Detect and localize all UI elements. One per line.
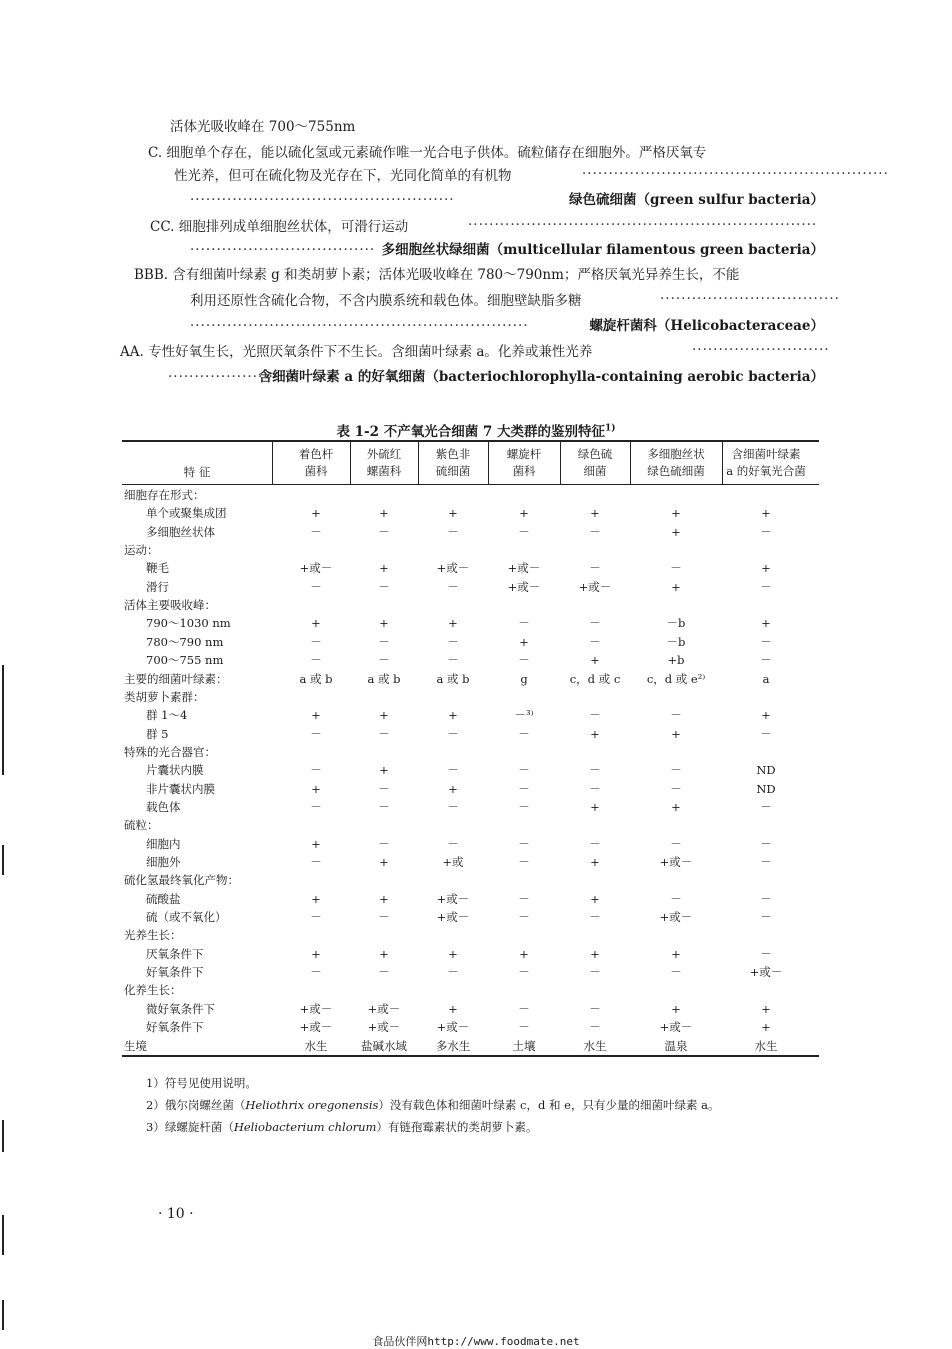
table-cell: － [310,726,322,741]
footnote: 1）符号见使用说明。 [146,1076,257,1090]
table-cell: + [671,1001,681,1016]
table-cell: － [518,1001,530,1016]
table-cell: － [447,965,459,980]
table-row-label: 化养生长： [124,983,182,998]
table-cell: － [760,910,772,925]
table-cell: +或－ [507,561,541,576]
table-cell: － [518,965,530,980]
key-line: 利用还原性含硫化合物，不含内膜系统和载色体。细胞壁缺脂多糖 [190,293,582,309]
table-row-label: 硫（或不氧化） [146,910,227,925]
table-cell: － [518,616,530,631]
table-cell: + [448,946,458,961]
table-row-label: 硫化氢最终氧化产物： [124,873,239,888]
table-cell: c，d 或 e²⁾ [646,671,706,686]
table-row-label: 生境 [124,1038,147,1053]
table-cell: 盐碱水域 [361,1038,407,1053]
table-cell: 土壤 [512,1038,536,1053]
table-cell: + [590,855,600,869]
table-row-label: 好氧条件下 [146,965,204,980]
table-cell: － [670,763,682,778]
table-cell: － [760,836,772,851]
table-cell: － [310,579,322,594]
table-row-label: 群 1～4 [146,708,188,723]
column-header-line: 绿色硫细菌 [647,464,705,478]
table-column-divider [630,441,631,484]
table-cell: － [518,855,530,869]
table-cell: +或－ [659,910,693,925]
table-cell: + [671,799,681,814]
table-row-label: 非片囊状内膜 [146,781,215,796]
table-cell: － [589,965,601,980]
table-cell: + [671,579,681,594]
table-cell: － [589,708,601,723]
table-column-divider [418,441,419,484]
table-cell: + [379,506,389,521]
table-row-label: 群 5 [146,726,169,741]
table-cell: － [378,653,390,668]
table-cell: 温泉 [664,1038,688,1053]
column-header-line: 细菌 [583,464,607,478]
table-cell: +或－ [749,965,783,980]
table-row-label: 滑行 [146,579,169,594]
page-number: · 10 · [158,1206,194,1222]
column-header-line: 多细胞丝状 [647,447,705,461]
table-cell: + [590,946,600,961]
table-cell: + [590,726,600,741]
table-cell: － [378,910,390,925]
table-cell: －b [666,616,686,631]
leader-dots: ·························································· [582,166,889,182]
table-cell: － [378,634,390,649]
table-cell: － [760,726,772,741]
table-cell: +或－ [578,579,612,594]
table-row-label: 类胡萝卜素群： [124,689,205,704]
table-cell: c，d 或 c [569,671,621,686]
table-cell: － [447,579,459,594]
table-cell: － [378,836,390,851]
column-header-line: a 的好氧光合菌 [726,464,806,478]
table-cell: － [447,524,459,539]
table-cell: + [671,946,681,961]
table-cell: － [378,579,390,594]
table-cell: + [311,836,321,851]
table-cell: － [760,799,772,814]
table-row-label: 运动： [124,543,159,558]
key-line: AA. 专性好氧生长，光照厌氧条件下不生长。含细菌叶绿素 a。化养或兼性光养 [120,344,593,360]
table-cell: － [378,781,390,796]
table-cell: + [311,708,321,723]
table-cell: － [310,965,322,980]
leader-dots: ·································································· [468,217,818,233]
key-line: 性光养，但可在硫化物及光存在下，光同化简单的有机物 [174,168,512,184]
table-row-label: 鞭毛 [146,561,169,576]
table-row-label: 好氧条件下 [146,1020,204,1035]
table-cell: + [311,616,321,631]
table-cell: +或－ [367,1001,401,1016]
table-row-label: 活体主要吸收峰： [124,598,216,613]
table-cell: － [518,1020,530,1035]
table-cell: + [379,763,389,778]
scan-edge-mark [2,845,4,875]
table-cell: + [671,506,681,521]
table-cell: +b [667,653,685,668]
table-cell: +或－ [436,910,470,925]
table-cell: 水生 [583,1038,607,1053]
table-cell: +或－ [299,1001,333,1016]
table-cell: － [310,799,322,814]
table-cell: － [589,781,601,796]
leader-dots: ························ [168,369,295,385]
table-row-label: 细胞存在形式： [124,488,205,502]
table-cell: － [589,524,601,539]
table-cell: + [311,781,321,796]
key-line: 活体光吸收峰在 700～755nm [170,119,356,135]
table-cell: + [448,708,458,723]
table-cell: +或－ [436,561,470,576]
table-row-label: 微好氧条件下 [146,1001,215,1016]
table-cell: － [310,653,322,668]
key-line: BBB. 含有细菌叶绿素 g 和类胡萝卜素；活体光吸收峰在 780～790nm；严格厌氧光异养生长，不能 [134,267,740,283]
table-row-label: 特殊的光合器官： [124,744,216,759]
table-cell: － [589,1001,601,1016]
table-row-label: 硫酸盐 [146,891,181,906]
table-cell: +或－ [299,1020,333,1035]
table-cell: － [670,836,682,851]
table-row-label: 主要的细菌叶绿素： [124,671,228,686]
table-row-label: 单个或聚集成团 [146,506,227,521]
table-cell: － [589,836,601,851]
table-cell: ND [756,763,776,778]
scan-edge-mark [2,665,4,775]
key-taxon: 含细菌叶绿素 a 的好氧细菌（bacteriochlorophylla-containing aerobic bacteria） [258,369,824,385]
table-cell: －³⁾ [514,708,534,723]
scan-edge-mark [2,1215,4,1255]
column-header-line: 外硫红 [366,447,402,461]
table-cell: + [519,946,529,961]
table-cell: + [761,1001,771,1016]
table-cell: + [761,616,771,631]
table-cell: + [379,708,389,723]
table-cell: +或－ [436,891,470,906]
table-cell: － [378,799,390,814]
table-cell: a 或 b [436,671,470,686]
table-cell: + [311,506,321,521]
table-cell: + [761,1020,771,1035]
table-cell: + [379,855,389,869]
table-row-label: 780～790 nm [146,634,224,649]
table-cell: + [671,726,681,741]
table-cell: － [518,781,530,796]
table-cell: － [310,634,322,649]
table-cell: － [378,965,390,980]
leader-dots: ··································· [190,242,376,258]
table-cell: － [760,579,772,594]
table-cell: + [590,653,600,668]
table-cell: － [310,763,322,778]
table-cell: － [589,910,601,925]
table-cell: － [670,561,682,576]
table-row-label: 硫粒： [124,818,159,833]
table-cell: g [520,671,528,686]
table-cell: + [311,891,321,906]
table-cell: + [448,506,458,521]
table-cell: － [447,634,459,649]
table-cell: －b [666,634,686,649]
table-cell: 水生 [754,1038,778,1053]
table-cell: － [670,891,682,906]
table-cell: － [447,726,459,741]
table-row-label: 790～1030 nm [146,616,231,631]
column-header-line: 菌科 [304,464,328,478]
table-top-rule [122,440,819,442]
scan-edge-mark [2,1300,4,1330]
table-row-label: 片囊状内膜 [146,763,204,778]
table-column-divider [272,441,273,484]
column-header-line: 螺菌科 [366,464,402,478]
table-cell: － [518,836,530,851]
table-title: 表 1-2 不产氧光合细菌 7 大类群的鉴别特征$^{1)}$ [336,423,616,440]
table-cell: － [447,836,459,851]
table-cell: － [589,561,601,576]
table-bottom-rule [122,1055,819,1057]
table-cell: － [589,1020,601,1035]
column-header-line: 硫细菌 [435,464,471,478]
table-cell: － [447,799,459,814]
table-cell: + [590,891,600,906]
table-cell: － [310,910,322,925]
table-cell: + [379,891,389,906]
table-cell: + [519,506,529,521]
table-cell: +或－ [507,579,541,594]
table-cell: － [518,891,530,906]
column-header-line: 紫色非 [435,447,471,461]
column-header [420,446,486,480]
key-line: CC. 细胞排列成单细胞丝状体，可滑行运动 [150,219,409,235]
table-cell: － [670,965,682,980]
column-header-line: 着色杆 [298,447,334,461]
table-cell: a 或 b [367,671,401,686]
table-cell: － [378,726,390,741]
footnote: 3）绿螺旋杆菌（Heliobacterium chlorum）有链孢霉素状的类胡萝卜素。 [146,1120,538,1134]
table-column-divider [488,441,489,484]
column-header-line: 菌科 [512,464,536,478]
leader-dots: ·························· [692,342,830,358]
table-cell: +或－ [367,1020,401,1035]
key-taxon: 多细胞丝状绿细菌（multicellular filamentous green bacteria） [381,242,824,258]
table-cell: － [670,781,682,796]
table-cell: － [589,634,601,649]
table-cell: +或－ [659,1020,693,1035]
table-cell: 多水生 [435,1038,471,1053]
table-row-label: 光养生长： [124,928,182,943]
site-footer: 食品伙伴网http://www.foodmate.net [372,1335,580,1348]
table-cell: a [762,671,770,686]
table-cell: － [760,946,772,961]
table-cell: 水生 [304,1038,328,1053]
table-cell: － [670,708,682,723]
table-row-label: 细胞内 [146,836,181,851]
table-row-label: 多细胞丝状体 [146,524,215,539]
table-cell: － [760,855,772,869]
table-cell: － [760,634,772,649]
table-cell: － [518,910,530,925]
feature-column-header: 特 征 [183,465,211,479]
column-header [283,446,349,480]
table-cell: + [761,506,771,521]
table-cell: + [761,561,771,576]
table-cell: + [761,708,771,723]
table-cell: + [519,634,529,649]
table-cell: + [448,781,458,796]
table-cell: + [590,506,600,521]
table-cell: － [447,653,459,668]
table-cell: + [671,524,681,539]
table-row-label: 细胞外 [146,855,181,869]
table-cell: － [760,653,772,668]
table-cell: + [379,561,389,576]
table-cell: － [310,855,322,869]
column-header [351,446,417,480]
table-cell: a 或 b [299,671,333,686]
table-column-divider [560,441,561,484]
leader-dots: ·································· [660,291,840,307]
leader-dots: ································································ [190,318,529,334]
table-row-label: 700～755 nm [146,653,224,668]
table-row-label: 厌氧条件下 [146,946,204,961]
table-cell: + [311,946,321,961]
table-cell: + [379,616,389,631]
footnote: 2）俄尔岗螺丝菌（Heliothrix oregonensis）没有载色体和细菌叶绿素 c，d 和 e，只有少量的细菌叶绿素 a。 [146,1098,720,1112]
table-header-rule [122,484,819,485]
table-cell: － [589,763,601,778]
table-cell: － [518,524,530,539]
table-cell: － [518,653,530,668]
table-cell: +或 [442,855,464,869]
table-cell: － [518,763,530,778]
column-header [633,446,719,480]
table-cell: +或－ [436,1020,470,1035]
table-cell: + [379,946,389,961]
column-header [716,446,816,480]
key-taxon: 螺旋杆菌科（Helicobacteraceae） [589,318,824,334]
table-row-label: 载色体 [146,799,181,814]
table-cell: － [760,891,772,906]
key-line: C. 细胞单个存在，能以硫化氢或元素硫作唯一光合电子供体。硫粒储存在细胞外。严格厌氧专 [148,145,707,161]
table-cell: － [447,763,459,778]
table-cell: － [589,616,601,631]
table-cell: － [310,524,322,539]
column-header-line: 含细菌叶绿素 [731,447,801,461]
column-header [562,446,628,480]
key-taxon: 绿色硫细菌（green sulfur bacteria） [569,192,824,208]
table-cell: ND [756,781,776,796]
column-header [491,446,557,480]
table-cell: － [760,524,772,539]
table-cell: － [518,726,530,741]
table-cell: + [448,616,458,631]
column-header-line: 绿色硫 [577,447,613,461]
table-cell: － [378,524,390,539]
table-cell: － [518,799,530,814]
leader-dots: ·················································· [190,192,455,208]
table-cell: + [590,799,600,814]
table-cell: + [448,1001,458,1016]
column-header-line: 螺旋杆 [506,447,542,461]
table-cell: +或－ [299,561,333,576]
scan-edge-mark [2,1120,4,1152]
table-cell: +或－ [659,855,693,869]
